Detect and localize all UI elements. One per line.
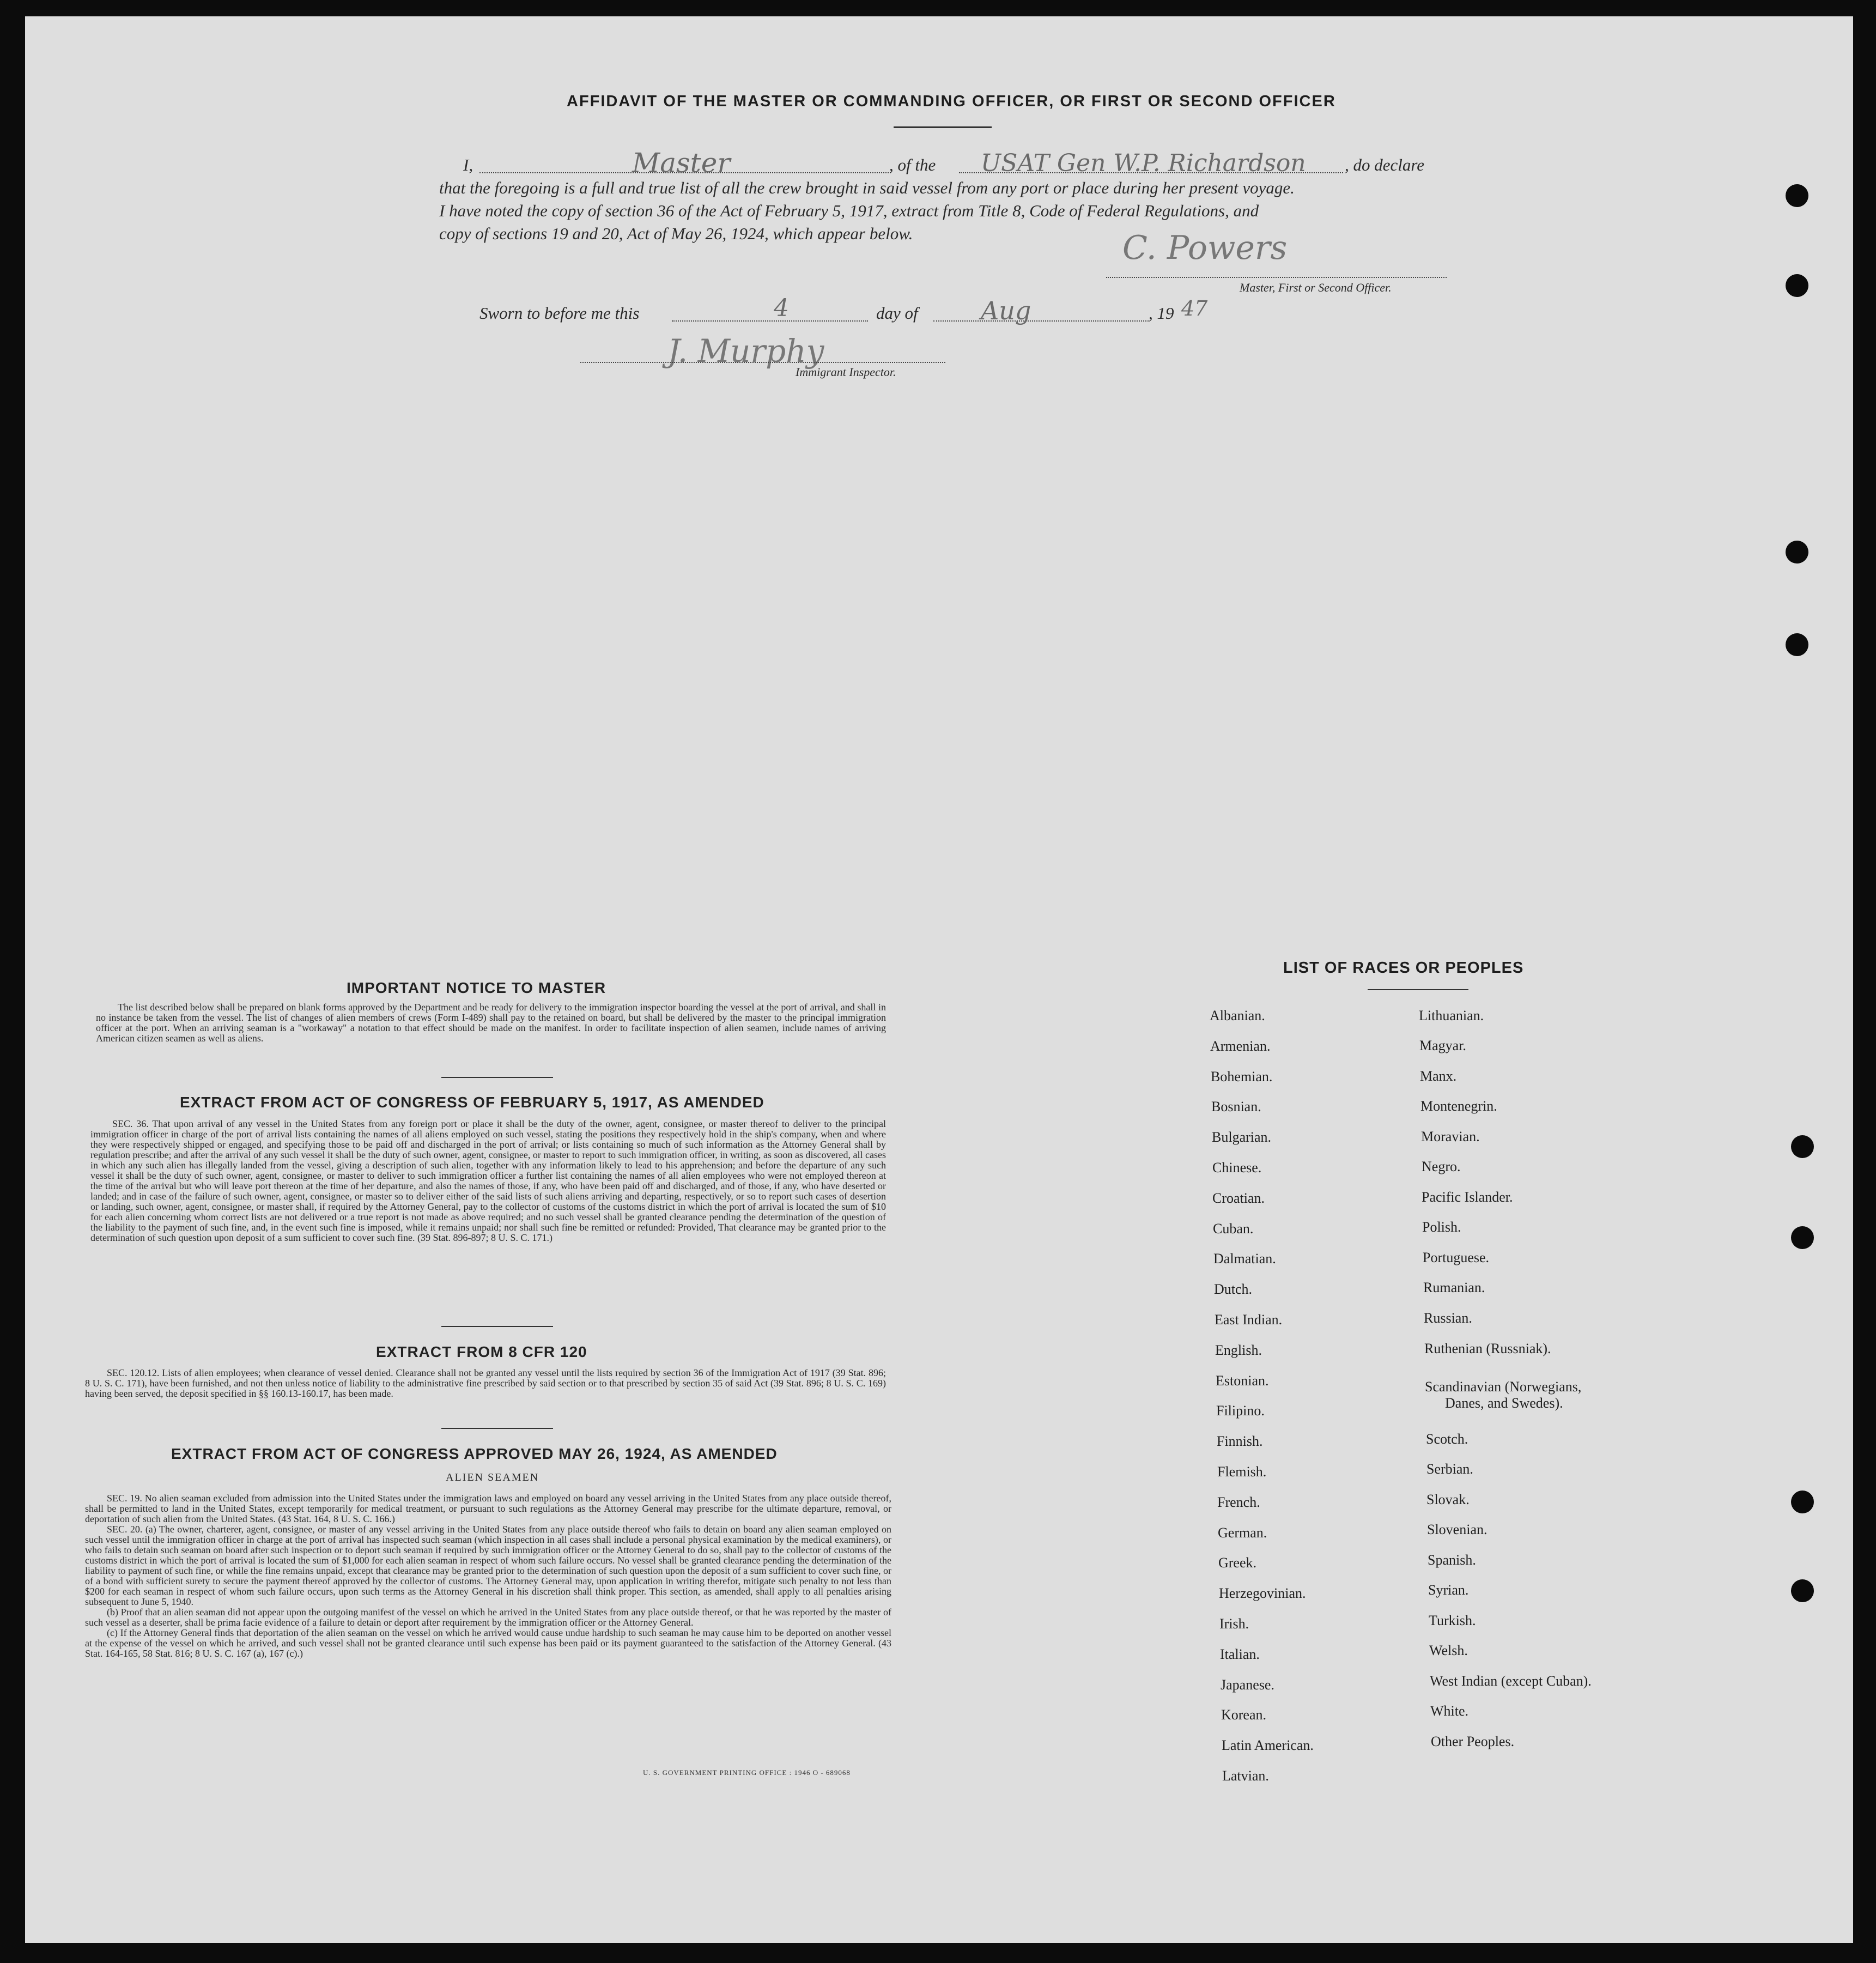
binder-hole bbox=[1786, 541, 1808, 564]
race-entry: Scotch. bbox=[1426, 1431, 1468, 1447]
extract-cfr-body bbox=[85, 1368, 886, 1399]
title-divider bbox=[894, 126, 992, 128]
race-entry: German. bbox=[1218, 1525, 1267, 1541]
race-entry: Other Peoples. bbox=[1431, 1734, 1515, 1749]
extract-1917-body bbox=[90, 1119, 886, 1243]
race-entry: Irish. bbox=[1219, 1616, 1249, 1632]
race-entry: Estonian. bbox=[1216, 1373, 1269, 1389]
notice-divider bbox=[441, 1077, 553, 1078]
printing-office-imprint: U. S. GOVERNMENT PRINTING OFFICE : 1946 O - 689068 bbox=[643, 1768, 851, 1777]
master-signature-label: Master, First or Second Officer. bbox=[1240, 281, 1392, 294]
race-entry: Slovak. bbox=[1426, 1492, 1470, 1507]
race-entry: Bohemian. bbox=[1211, 1069, 1273, 1085]
month-field-line bbox=[933, 320, 1149, 322]
race-entry: Montenegrin. bbox=[1420, 1098, 1497, 1114]
notice-paragraph: The list described below shall be prepared on blank forms approved by the Department and be ready for delivery to the immigration inspector boarding the vessel at the port of arrival, and shall in no instance be taken from the vessel. The list of changes of alien members of crews (Form I-489) shall pay to the retained on board, but shall be delivered by the master to the principal immigration officer at the port. When an arriving seaman is a "workaway" a notation to that effect should be made on the manifest. In order to facilitate inspection of alien seamen, include names of arriving American citizen seamen as well as aliens. bbox=[96, 1002, 886, 1044]
race-entry: Dutch. bbox=[1214, 1281, 1253, 1297]
race-entry: Manx. bbox=[1420, 1068, 1457, 1084]
sec20b-paragraph: (b) Proof that an alien seaman did not appear upon the outgoing manifest of the vessel on which he arrived in the United States from any place outside thereof, or that he was reported by the master of such vessel as a deserter, shall be prima facie evidence of a failure to detain or deport after requirement by the immigration officer or the Attorney General. bbox=[85, 1607, 891, 1628]
race-entry: Portuguese. bbox=[1423, 1250, 1490, 1265]
master-signature: C. Powers bbox=[1122, 229, 1288, 267]
affidavit-line-3: I have noted the copy of section 36 of the Act of February 5, 1917, extract from Title 8, Code of Federal Regulations, and bbox=[439, 201, 1259, 220]
day-field-line bbox=[672, 320, 868, 322]
binder-hole bbox=[1786, 633, 1808, 656]
extract-cfr-divider bbox=[441, 1428, 553, 1429]
affidavit-of-the: , of the bbox=[889, 155, 936, 174]
inspector-signature: J. Murphy bbox=[667, 332, 824, 369]
race-entry: Negro. bbox=[1422, 1159, 1461, 1174]
inspector-signature-line bbox=[580, 362, 945, 363]
master-signature-line bbox=[1106, 277, 1447, 278]
race-entry: Chinese. bbox=[1212, 1160, 1262, 1176]
race-entry: Scandinavian (Norwegians, bbox=[1425, 1379, 1582, 1395]
extract-1917-paragraph: SEC. 36. That upon arrival of any vessel in the United States from any foreign port or place it shall be the duty of the owner, agent, consignee, or master thereof to deliver to the principal immigration officer in charge of the port of arrival lists containing the names of all aliens employed on such vessel, stating the positions they respectively hold in the ship's company, when and where they were respectively shipped or engaged, and specifying those to be paid off and discharged in the port of arrival; or lists containing so much of such information as the Attorney General shall by regulation prescribe; and after the arrival of any such vessel it shall be the duty of such owner, agent, consignee, or master to report to such immigration officer, in writing, as soon as discovered, all cases in which any such alien has illegally landed from the vessel, giving a description of such alien, together with any information likely to lead to his apprehension; and before the departure of any such vessel it shall be the duty of such owner, agent, consignee, or master to deliver to such immigration officer a further list containing the names of all alien employees who were not employed thereon at the time of the arrival but who will leave port thereon at the time of her departure, and also the names of those, if any, who have been paid off and discharged, and of those, if any, who have deserted or landed; and in case of the failure of such owner, agent, consignee, or master so to deliver either of the said lists of such aliens arriving and departing, respectively, or so to report such cases of desertion or landing, such owner, agent, consignee, or master shall, if required by the Attorney General, pay to the collector of customs of the customs district in which the port of arrival is located the sum of $10 for each alien concerning whom correct lists are not delivered or a true report is not made as above required; and no such vessel shall be granted clearance pending the determination of the question of the liability to the payment of such fine, and, in the event such fine is imposed, while it remains unpaid; nor shall such fine be remitted or refunded: Provided, That clearance may be granted prior to the determination of such question upon deposit of a sum sufficient to cover such fine. (39 Stat. 896-897; 8 U. S. C. 171.) bbox=[90, 1118, 886, 1243]
affidavit-title: AFFIDAVIT OF THE MASTER OR COMMANDING OFFICER, OR FIRST OR SECOND OFFICER bbox=[567, 93, 1336, 110]
sworn-year-prefix: , 19 bbox=[1149, 304, 1174, 323]
sec20c-paragraph: (c) If the Attorney General finds that deportation of the alien seaman on the vessel on which he arrived would cause undue hardship to such seaman he may cause him to be deported on another vessel at the expense of the vessel on which he arrived, and such vessel shall not be granted clearance until such expense has been paid or its payment guaranteed to the satisfaction of the Attorney General. (43 Stat. 164-165, 58 Stat. 816; 8 U. S. C. 167 (a), 167 (c).) bbox=[85, 1627, 891, 1659]
extract-cfr-paragraph: SEC. 120.12. Lists of alien employees; when clearance of vessel denied. Clearance shall not be granted any vessel until the lists required by section 36 of the Immigration Act of 1917 (39 Stat. 896; 8 U. S. C. 171), have been furnished, and not then unless notice of liability to the administrative fine prescribed by said section or to that prescribed by section 35 of said Act (39 Stat. 896; 8 U. S. C. 169) having been served, the deposit specified in §§ 160.13-160.17, has been made. bbox=[85, 1367, 886, 1399]
sworn-month-handwritten: Aug bbox=[981, 296, 1031, 325]
race-entry: Herzegovinian. bbox=[1219, 1585, 1306, 1601]
vessel-handwritten: USAT Gen W.P. Richardson bbox=[981, 149, 1306, 177]
race-entry: French. bbox=[1217, 1494, 1260, 1510]
race-entry: Ruthenian (Russniak). bbox=[1424, 1341, 1551, 1356]
sec20a-paragraph: SEC. 20. (a) The owner, charterer, agent, consignee, or master of any vessel arriving in the United States from any place outside thereof who fails to detain on board any alien seaman employed on such vessel until the immigration officer in charge at the port of arrival has inspected such seaman (which inspection in all cases shall include a personal physical examination by the medical examiners), or who fails to detain such seaman on board after such inspection or to deport such seaman if required by such immigration officer or the Attorney General to do so, shall pay to the collector of customs of the customs district in which the port of arrival is located the sum of $1,000 for each alien seaman in respect of whom such failure occurs. No vessel shall be granted clearance pending the determination of the liability to payment of such fine, or while the fine remains unpaid, except that clearance may be granted prior to the determination of such question upon the deposit of a sum sufficient to cover such fine, or of a bond with sufficient surety to secure the payment thereof approved by the collector of customs. The Attorney General may, upon application in writing therefor, mitigate such penalty to not less than $200 for each seaman in respect of whom such failure occurs, upon such terms as the Attorney General in his discretion shall think proper. This section, as amended, shall apply to all penalties arising subsequent to June 5, 1940. bbox=[85, 1524, 891, 1607]
race-entry: Korean. bbox=[1221, 1707, 1267, 1723]
races-title: LIST OF RACES OR PEOPLES bbox=[1283, 959, 1524, 977]
race-entry: Filipino. bbox=[1216, 1403, 1265, 1419]
inspector-signature-label: Immigrant Inspector. bbox=[796, 365, 896, 379]
race-entry: Bosnian. bbox=[1211, 1099, 1261, 1114]
race-entry: Danes, and Swedes). bbox=[1445, 1395, 1563, 1411]
notice-title: IMPORTANT NOTICE TO MASTER bbox=[347, 979, 606, 996]
race-entry: Polish. bbox=[1422, 1219, 1461, 1235]
race-entry: Lithuanian. bbox=[1419, 1008, 1484, 1023]
race-entry: Finnish. bbox=[1217, 1433, 1263, 1449]
sec19-paragraph: SEC. 19. No alien seaman excluded from admission into the United States under the immigration laws and employed on board any vessel arriving in the United States from any place outside thereof, shall be permitted to land in the United States, except temporarily for medical treatment, or pursuant to such regulations as the Attorney General may prescribe for the ultimate departure, removal, or deportation of such alien from the United States. (43 Stat. 164, 8 U. S. C. 166.) bbox=[85, 1493, 891, 1524]
race-entry: Slovenian. bbox=[1427, 1522, 1488, 1537]
binder-hole bbox=[1791, 1491, 1814, 1513]
race-entry: Syrian. bbox=[1428, 1582, 1469, 1598]
race-entry: Russian. bbox=[1424, 1310, 1472, 1326]
binder-hole bbox=[1791, 1579, 1814, 1602]
race-entry: Moravian. bbox=[1421, 1129, 1480, 1144]
race-entry: Turkish. bbox=[1429, 1613, 1476, 1628]
binder-hole bbox=[1786, 274, 1808, 297]
extract-1917-title: EXTRACT FROM ACT OF CONGRESS OF FEBRUARY 5, 1917, AS AMENDED bbox=[180, 1094, 764, 1111]
extract-1924-subtitle: ALIEN SEAMEN bbox=[446, 1471, 539, 1483]
race-entry: Cuban. bbox=[1213, 1221, 1254, 1237]
race-entry: Dalmatian. bbox=[1213, 1251, 1276, 1267]
race-entry: English. bbox=[1215, 1342, 1262, 1358]
race-entry: Croatian. bbox=[1212, 1190, 1265, 1206]
race-entry: Bulgarian. bbox=[1212, 1129, 1272, 1145]
binder-hole bbox=[1786, 184, 1808, 207]
race-entry: Rumanian. bbox=[1423, 1280, 1485, 1295]
extract-1924-title: EXTRACT FROM ACT OF CONGRESS APPROVED MAY 26, 1924, AS AMENDED bbox=[171, 1445, 778, 1462]
race-entry: Japanese. bbox=[1221, 1677, 1274, 1693]
race-entry: Pacific Islander. bbox=[1422, 1189, 1513, 1205]
binder-hole bbox=[1791, 1135, 1814, 1158]
affidavit-line-2: that the foregoing is a full and true list of all the crew brought in said vessel from any port or place during her present voyage. bbox=[439, 178, 1295, 197]
sworn-prefix: Sworn to before me this bbox=[479, 304, 640, 323]
sworn-day-of: day of bbox=[876, 304, 918, 323]
affidavit-line-4: copy of sections 19 and 20, Act of May 26, 1924, which appear below. bbox=[439, 224, 913, 243]
race-entry: Latvian. bbox=[1222, 1768, 1269, 1784]
sworn-year-handwritten: 47 bbox=[1181, 296, 1208, 320]
affidavit-i: I, bbox=[463, 155, 473, 174]
extract-1924-body bbox=[85, 1493, 891, 1659]
race-entry: Italian. bbox=[1220, 1646, 1260, 1662]
extract-cfr-title: EXTRACT FROM 8 CFR 120 bbox=[376, 1343, 587, 1360]
extract-1917-divider bbox=[441, 1326, 553, 1327]
master-handwritten: Master bbox=[632, 147, 731, 179]
race-entry: Flemish. bbox=[1217, 1464, 1267, 1480]
races-divider bbox=[1368, 989, 1468, 990]
race-entry: Albanian. bbox=[1210, 1008, 1265, 1023]
race-entry: Spanish. bbox=[1428, 1552, 1476, 1568]
race-entry: Magyar. bbox=[1419, 1038, 1466, 1053]
race-entry: West Indian (except Cuban). bbox=[1430, 1673, 1592, 1689]
race-entry: East Indian. bbox=[1215, 1312, 1283, 1328]
race-entry: Greek. bbox=[1218, 1555, 1257, 1571]
race-entry: Latin American. bbox=[1222, 1737, 1314, 1753]
binder-hole bbox=[1791, 1226, 1814, 1249]
notice-body bbox=[96, 1002, 886, 1044]
race-entry: Welsh. bbox=[1429, 1643, 1468, 1658]
affidavit-do-declare: , do declare bbox=[1345, 155, 1425, 174]
race-entry: White. bbox=[1430, 1703, 1469, 1719]
sworn-day-handwritten: 4 bbox=[774, 294, 789, 322]
race-entry: Serbian. bbox=[1426, 1461, 1473, 1477]
race-entry: Armenian. bbox=[1210, 1038, 1271, 1054]
